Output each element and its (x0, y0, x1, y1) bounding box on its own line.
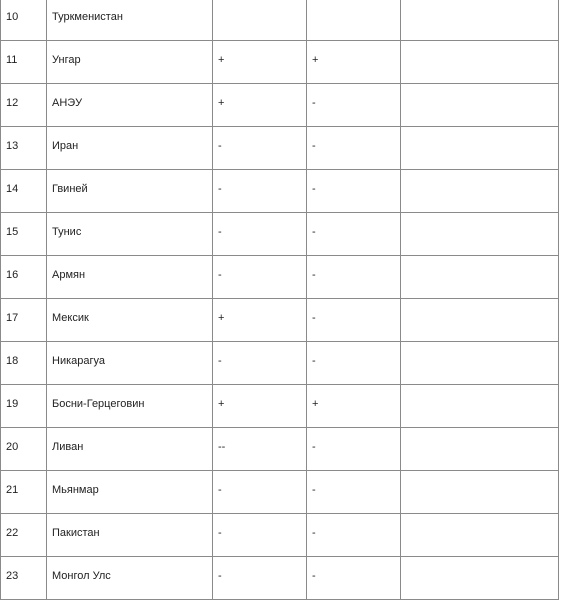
table-body (1, 0, 559, 600)
column-a-cell: + (213, 41, 307, 84)
column-a-cell: -- (213, 428, 307, 471)
country-name-cell: Монгол Улс (47, 557, 213, 600)
country-name-cell: Мьянмар (47, 471, 213, 514)
country-name-cell: Никарагуа (47, 342, 213, 385)
row-number-cell: 21 (1, 471, 47, 514)
table-row (1, 385, 559, 428)
column-a-cell (213, 0, 307, 41)
country-name-cell: Тунис (47, 213, 213, 256)
column-b-cell: - (307, 557, 401, 600)
column-b-cell (307, 0, 401, 41)
table-row (1, 514, 559, 557)
table-row (1, 557, 559, 600)
column-c-cell (401, 299, 559, 342)
column-a-cell: - (213, 557, 307, 600)
column-b-cell: - (307, 256, 401, 299)
table-row (1, 256, 559, 299)
column-c-cell (401, 514, 559, 557)
country-name-cell: Иран (47, 127, 213, 170)
country-name-cell: Гвиней (47, 170, 213, 213)
country-name-cell: Унгар (47, 41, 213, 84)
row-number-cell: 16 (1, 256, 47, 299)
column-a-cell: + (213, 299, 307, 342)
row-number-cell: 17 (1, 299, 47, 342)
column-c-cell (401, 428, 559, 471)
row-number-cell: 11 (1, 41, 47, 84)
column-b-cell: + (307, 41, 401, 84)
country-name-cell: Туркменистан (47, 0, 213, 41)
column-b-cell: - (307, 213, 401, 256)
row-number-cell: 14 (1, 170, 47, 213)
table-row (1, 342, 559, 385)
country-name-cell: Босни-Герцеговин (47, 385, 213, 428)
column-b-cell: - (307, 84, 401, 127)
column-c-cell (401, 41, 559, 84)
column-b-cell: - (307, 428, 401, 471)
column-c-cell (401, 256, 559, 299)
table-row (1, 127, 559, 170)
column-c-cell (401, 471, 559, 514)
column-a-cell: - (213, 213, 307, 256)
row-number-cell: 18 (1, 342, 47, 385)
column-c-cell (401, 342, 559, 385)
column-b-cell: - (307, 342, 401, 385)
column-b-cell: - (307, 299, 401, 342)
column-b-cell: - (307, 170, 401, 213)
country-name-cell: АНЭУ (47, 84, 213, 127)
column-a-cell: - (213, 514, 307, 557)
column-b-cell: - (307, 127, 401, 170)
table-row (1, 170, 559, 213)
country-name-cell: Пакистан (47, 514, 213, 557)
table-row (1, 0, 559, 41)
row-number-cell: 12 (1, 84, 47, 127)
column-a-cell: - (213, 256, 307, 299)
table-row (1, 428, 559, 471)
column-a-cell: - (213, 127, 307, 170)
column-a-cell: + (213, 84, 307, 127)
table-row (1, 41, 559, 84)
column-c-cell (401, 557, 559, 600)
row-number-cell: 22 (1, 514, 47, 557)
row-number-cell: 13 (1, 127, 47, 170)
column-a-cell: - (213, 342, 307, 385)
row-number-cell: 20 (1, 428, 47, 471)
country-name-cell: Мексик (47, 299, 213, 342)
row-number-cell: 23 (1, 557, 47, 600)
column-a-cell: - (213, 471, 307, 514)
column-c-cell (401, 170, 559, 213)
column-a-cell: - (213, 170, 307, 213)
row-number-cell: 15 (1, 213, 47, 256)
row-number-cell: 10 (1, 0, 47, 41)
column-c-cell (401, 213, 559, 256)
column-a-cell: + (213, 385, 307, 428)
table-row (1, 299, 559, 342)
column-c-cell (401, 385, 559, 428)
country-name-cell: Ливан (47, 428, 213, 471)
column-b-cell: + (307, 385, 401, 428)
table-row (1, 213, 559, 256)
column-c-cell (401, 127, 559, 170)
column-b-cell: - (307, 514, 401, 557)
table-row (1, 84, 559, 127)
table-row (1, 471, 559, 514)
row-number-cell: 19 (1, 385, 47, 428)
column-b-cell: - (307, 471, 401, 514)
column-c-cell (401, 84, 559, 127)
column-c-cell (401, 0, 559, 41)
country-name-cell: Армян (47, 256, 213, 299)
